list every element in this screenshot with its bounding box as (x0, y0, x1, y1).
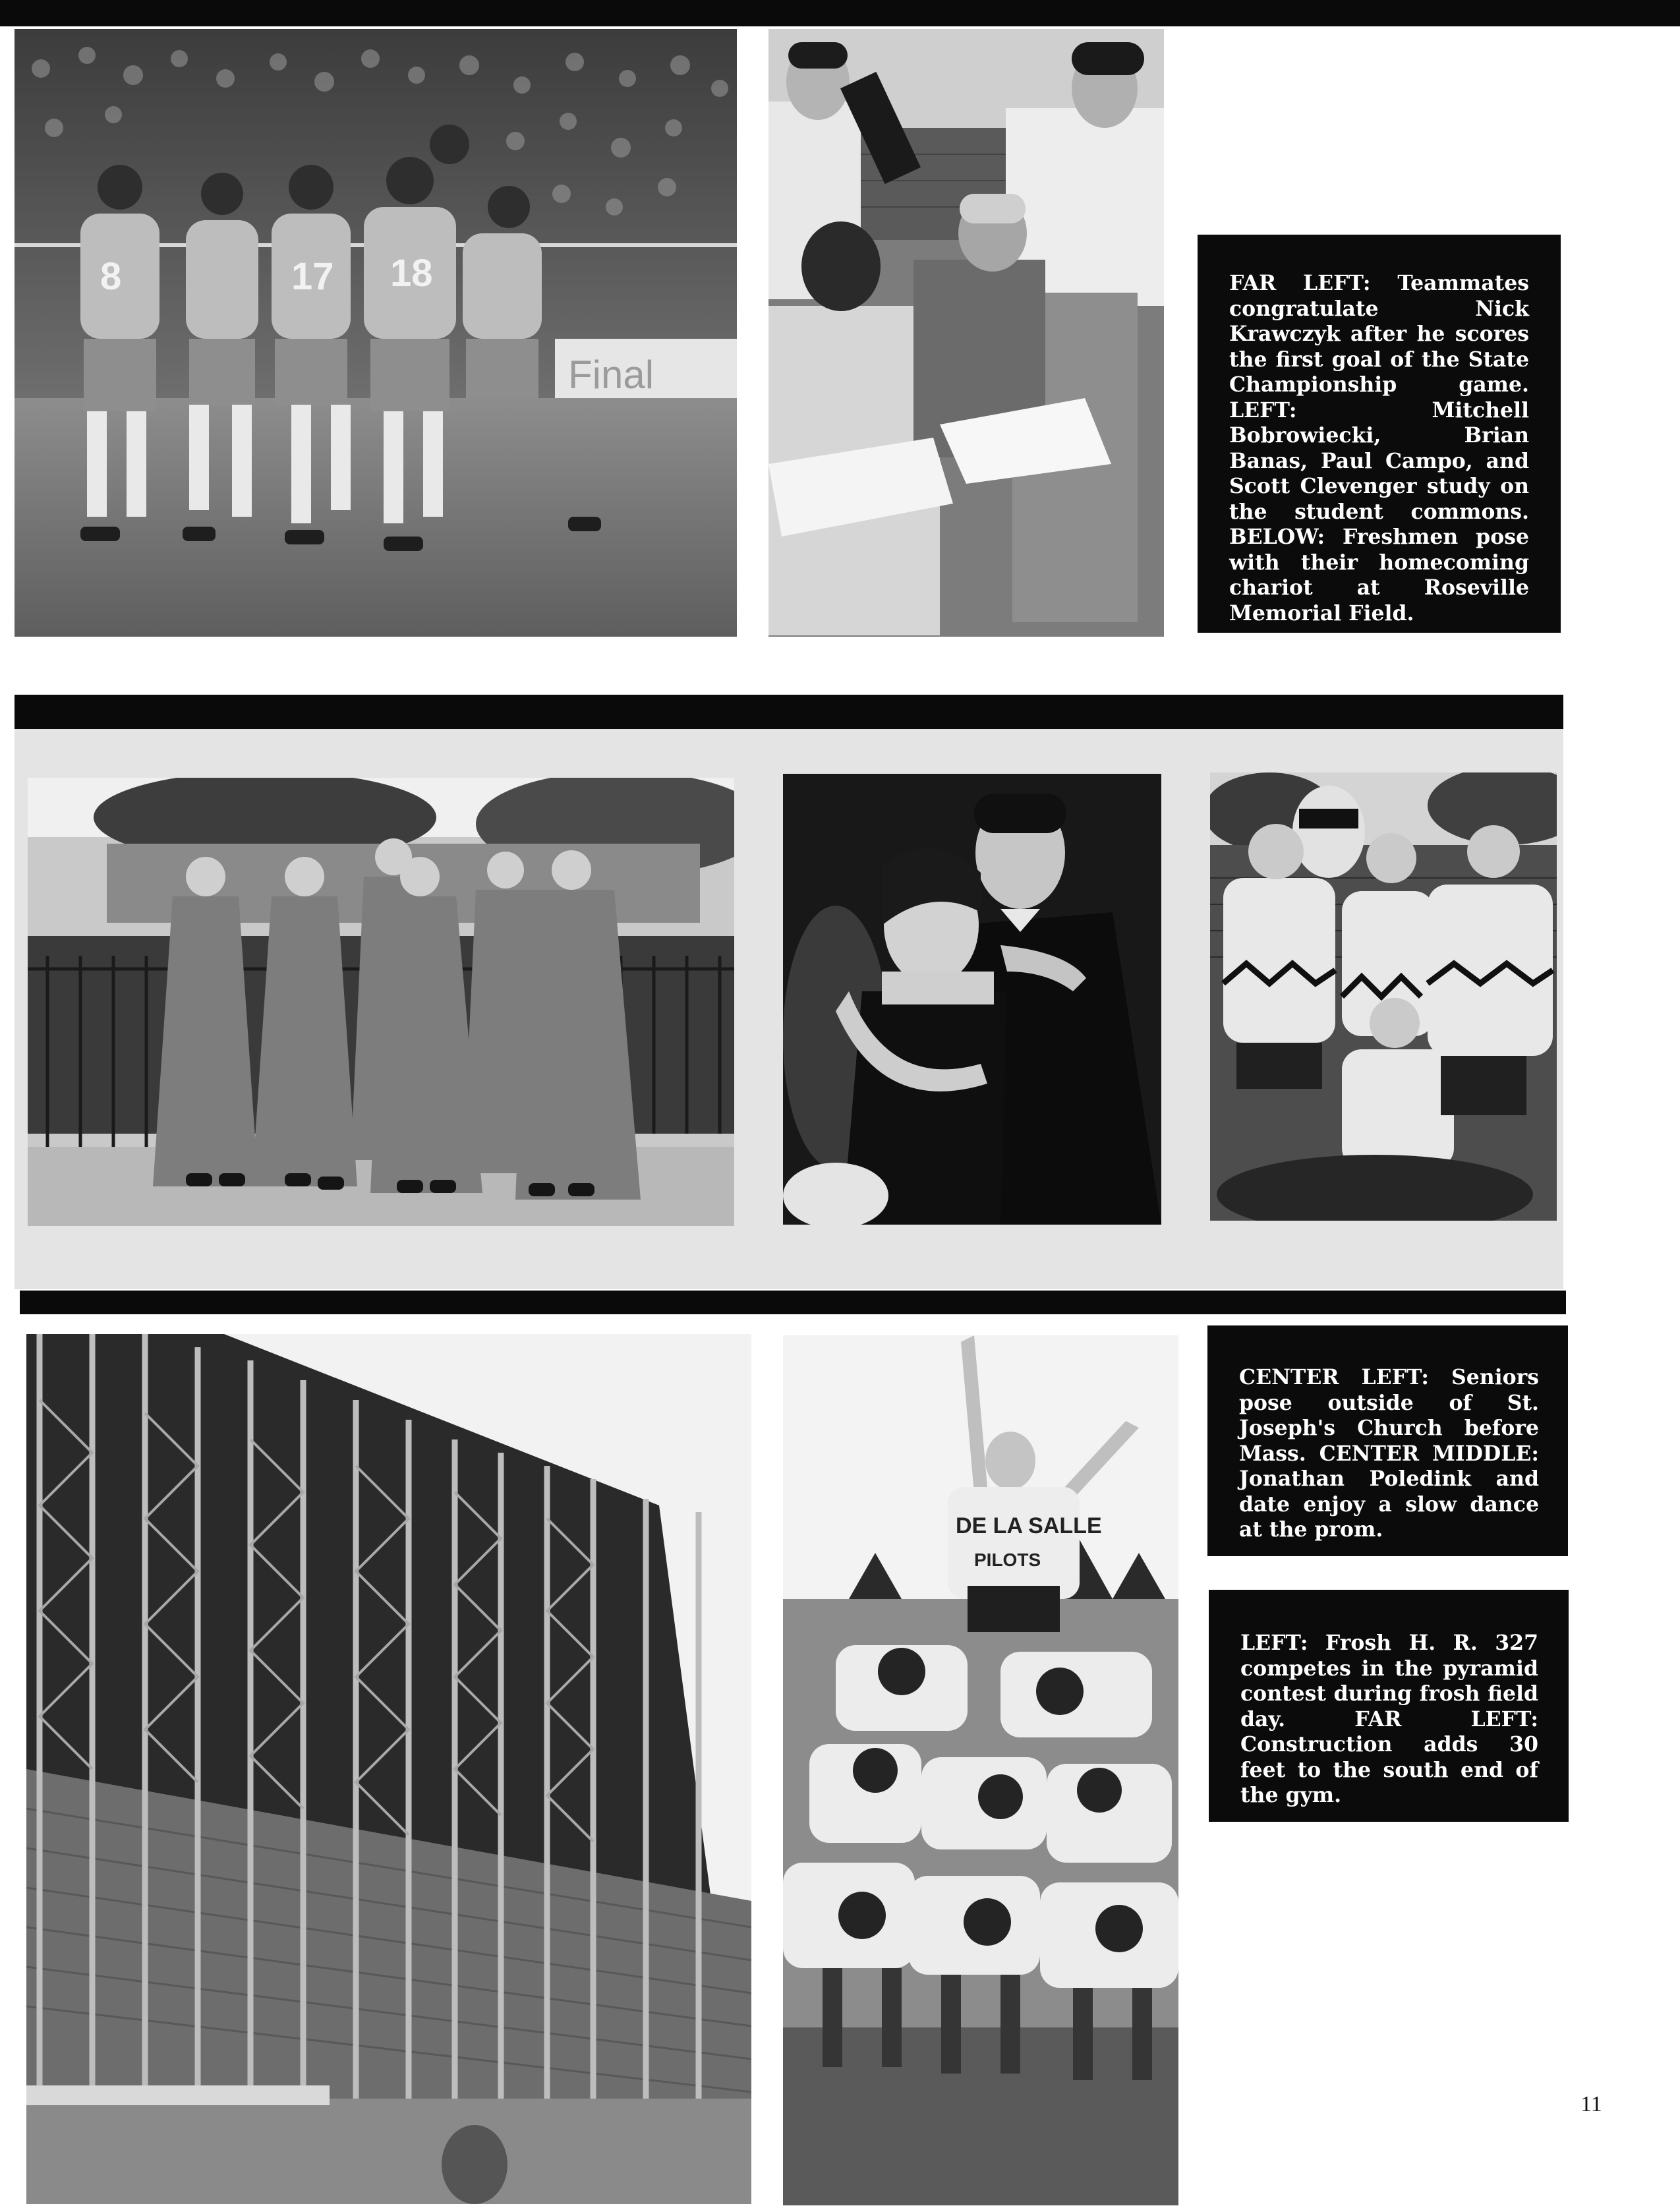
seniors-gowns-photo (28, 778, 734, 1226)
soccer-celebration-photo (14, 29, 737, 637)
frosh-pyramid-photo (783, 1335, 1178, 2205)
caption-box-top (1198, 235, 1561, 633)
caption-text-bottom: LEFT: Frosh H. R. 327 competes in the pyramid contest during frosh field day. FAR LEFT: Construction adds 30 feet to the south end of the gym. (1240, 1631, 1538, 1807)
gym-construction-photo (26, 1334, 751, 2204)
jersey-number-17: 17 (291, 255, 334, 298)
caption-box-bottom (1209, 1590, 1569, 1822)
jersey-number-8: 8 (100, 255, 122, 298)
jersey-number-18: 18 (390, 252, 433, 295)
top-edge-bar (0, 0, 1680, 26)
middle-band-bottom-bar (20, 1291, 1566, 1314)
banner-text: Final (568, 353, 654, 397)
page-number: 11 (1580, 2092, 1602, 2116)
prom-dance-photo (783, 774, 1161, 1225)
shirt-text-pilots: PILOTS (974, 1550, 1041, 1570)
shirt-text-de-la-salle: DE LA SALLE (956, 1513, 1102, 1538)
caption-box-middle (1207, 1325, 1568, 1556)
caption-text-top: FAR LEFT: Teammates congratulate Nick Krawczyk after he scores the first goal of the State Championship game. LEFT: Mitchell Bobrowiecki, Brian Banas, Paul Campo, and Scott Clevenger study on the student commons. BELOW: Freshmen pose with their homecoming chariot at Roseville Memorial Field. (1229, 271, 1529, 625)
caption-text-middle: CENTER LEFT: Seniors pose outside of St. Joseph's Church before Mass. CENTER MIDDLE: Jonathan Poledink and date enjoy a slow dance at the prom. (1239, 1365, 1539, 1542)
middle-band-top-bar (14, 695, 1563, 729)
freshmen-chariot-photo (1210, 772, 1557, 1221)
students-studying-photo (768, 29, 1164, 637)
